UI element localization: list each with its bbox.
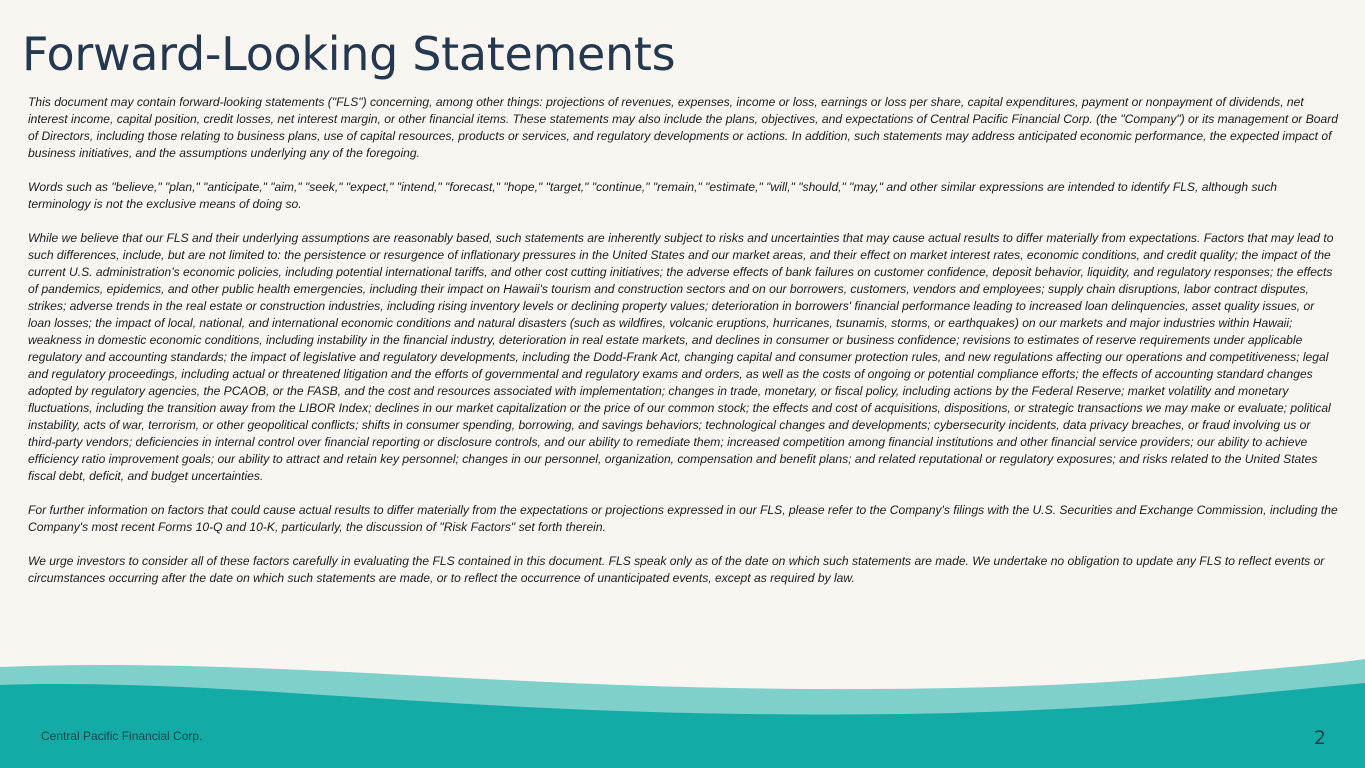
page-number: 2 — [1313, 727, 1326, 749]
slide-title: Forward-Looking Statements — [22, 27, 676, 81]
footer-wave — [0, 655, 1365, 768]
paragraph-risk-factors: While we believe that our FLS and their underlying assumptions are reasonably based, such statements are inherently subject to risks and uncertainties that may cause actual results to differ materially from expectations. Factors that may lead to such differences, include, but are not limited to: the persistence or resurgence of inflationary pressures in the United States and our market areas, and their effect on market interest rates, economic conditions, and credit quality; the impact of the current U.S. administration’s economic policies, including potential international tariffs, and other cost cutting initiatives; the adverse effects of bank failures on customer confidence, deposit behavior, liquidity, and regulatory responses; the effects of pandemics, epidemics, and other public health emergencies, including their impact on Hawaii's tourism and construction sectors and on our borrowers, customers, vendors and employees; supply chain disruptions, labor contract disputes, strikes; adverse trends in the real estate or construction industries, including rising inventory levels or declining property values; deterioration in borrowers' financial performance leading to increased loan delinquencies, asset quality issues, or loan losses; the impact of local, national, and international economic conditions and natural disasters (such as wildfires, volcanic eruptions, hurricanes, tsunamis, storms, or earthquakes) on our markets and major industries within Hawaii; weakness in domestic economic conditions, including instability in the financial industry, deterioration in real estate markets, and declines in consumer or business confidence; revisions to estimates of reserve requirements under applicable regulatory and accounting standards; the impact of legislative and regulatory developments, including the Dodd-Frank Act, changing capital and consumer protection rules, and new regulations affecting our operations and competitiveness; legal and regulatory proceedings, including actual or threatened litigation and the efforts of governmental and regulatory exams and orders, as well as the costs of ongoing or potential compliance efforts; the effects of accounting standard changes adopted by regulatory agencies, the PCAOB, or the FASB, and the cost and resources associated with implementation; changes in trade, monetary, or fiscal policy, including actions by the Federal Reserve; market volatility and monetary fluctuations, including the transition away from the LIBOR Index; declines in our market capitalization or the price of our common stock; the effects and cost of acquisitions, dispositions, or strategic transactions we may make or evaluate; political instability, acts of war, terrorism, or other geopolitical conflicts; shifts in consumer spending, borrowing, and savings behaviors; technological changes and developments; cybersecurity incidents, data privacy breaches, or fraud involving us or third-party vendors; deficiencies in internal control over financial reporting or disclosure controls, and our ability to remediate them; increased competition among financial institutions and other financial service providers; our ability to achieve efficiency ratio improvement goals; our ability to attract and retain key personnel; changes in our personnel, organization, compensation and benefit plans; and related reputational or regulatory exposures; and risks related to the United States fiscal debt, deficit, and budget uncertainties. — [28, 231, 1334, 483]
footer-company-name: Central Pacific Financial Corp. — [41, 729, 203, 743]
paragraph-terminology: Words such as "believe," "plan," "anticipate," "aim," "seek," "expect," "intend," "forecast," "hope," "target," "continue," "remain," "estimate," "will," "should," "may," and other similar expressions are intended to identify FLS, although such terminology is not the exclusive means of doing so. — [28, 180, 1278, 211]
paragraph-intro: This document may contain forward-looking statements ("FLS") concerning, among other things: projections of revenues, expenses, income or loss, earnings or loss per share, capital expenditures, payment or nonpayment of dividends, net interest income, capital position, credit losses, net interest margin, or other financial items. These statements may also include the plans, objectives, and expectations of Central Pacific Financial Corp. (the "Company") or its management or Board of Directors, including those relating to business plans, use of capital resources, products or services, and regulatory developments or actions. In addition, such statements may address anticipated economic performance, the expected impact of business initiatives, and the assumptions underlying any of the foregoing. — [28, 95, 1338, 160]
paragraph-investor-caution: We urge investors to consider all of these factors carefully in evaluating the FLS contained in this document. FLS speak only as of the date on which such statements are made. We undertake no obligation to update any FLS to reflect events or circumstances occurring after the date on which such statements are made, or to reflect the occurrence of unanticipated events, except as required by law. — [28, 554, 1325, 585]
disclaimer-body — [28, 94, 1338, 604]
paragraph-further-info: For further information on factors that could cause actual results to differ materially from the expectations or projections expressed in our FLS, please refer to the Company's filings with the U.S. Securities and Exchange Commission, including the Company's most recent Forms 10-Q and 10-K, particularly, the discussion of "Risk Factors" set forth therein. — [28, 503, 1338, 534]
